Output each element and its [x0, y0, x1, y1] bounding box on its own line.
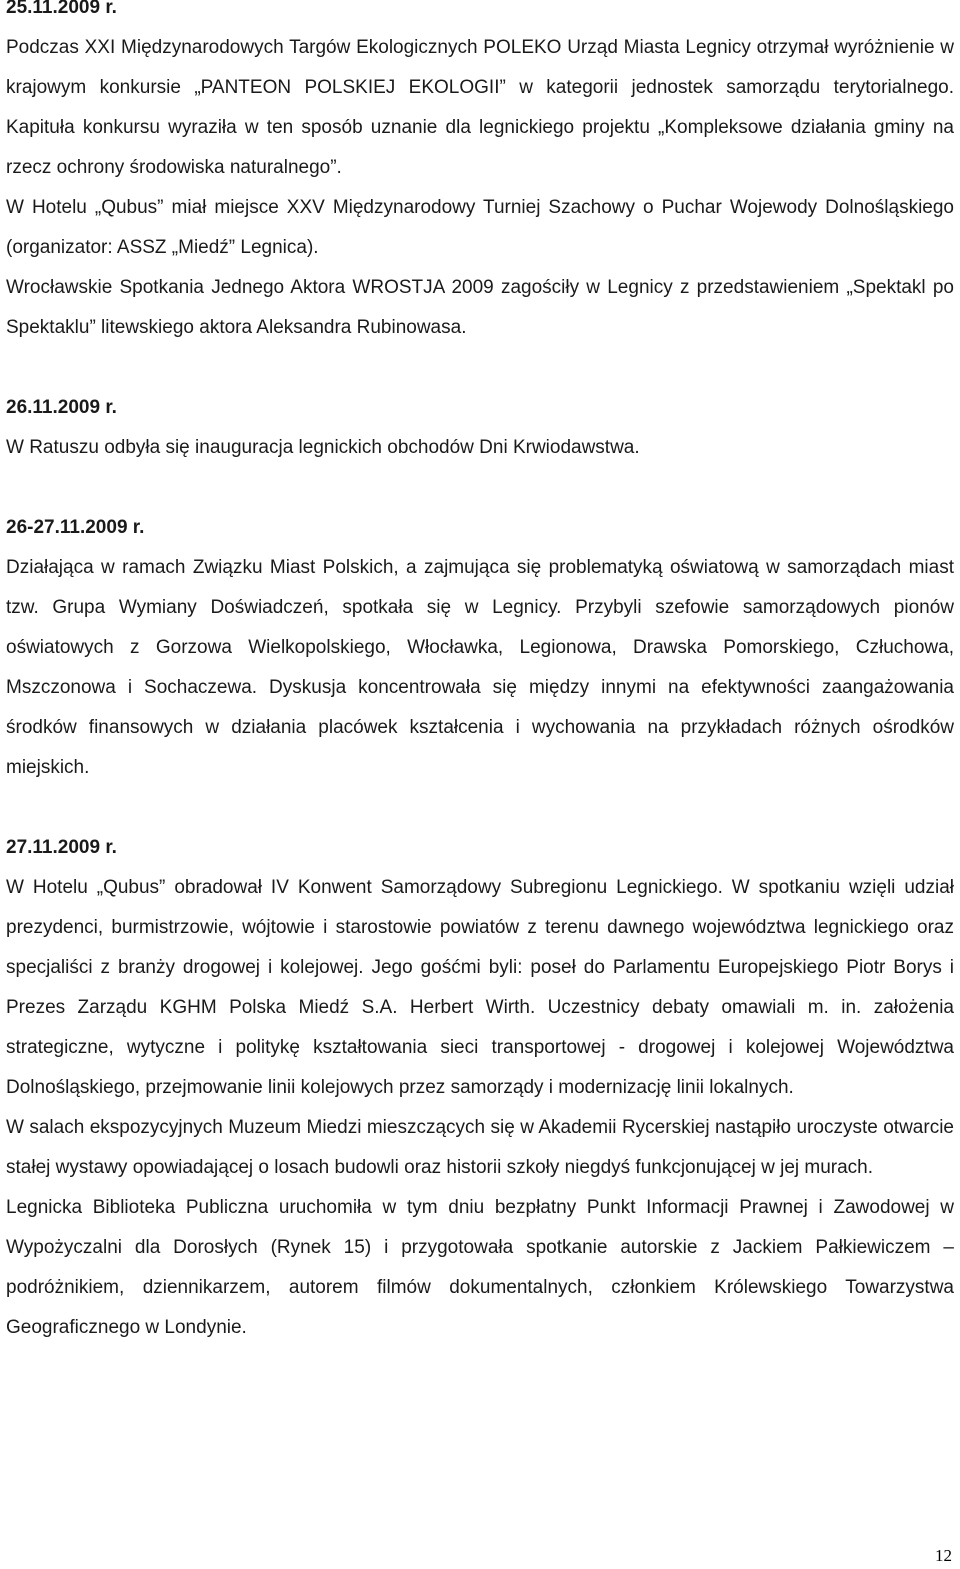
entry-date: 26-27.11.2009 r. — [6, 517, 145, 538]
entry-paragraph: Legnicka Biblioteka Publiczna uruchomiła w tym dniu bezpłatny Punkt Informacji Prawnej i Zawodowej w Wypożyczalni dla Dorosłych (Rynek 15) i przygotowała spotkanie autorskie z Jackiem Pałkiewiczem – podróżnikiem, dziennikarzem, autorem filmów dokumentalnych, członkiem Królewskiego Towarzystwa Geograficznego w Londynie. — [6, 1197, 954, 1338]
entry-paragraph: W Hotelu „Qubus” obradował IV Konwent Samorządowy Subregionu Legnickiego. W spotkaniu wzięli udział prezydenci, burmistrzowie, wójtowie i starostowie powiatów z terenu dawnego województwa legnickiego oraz specjaliści z branży drogowej i kolejowej. Jego gośćmi byli: poseł do Parlamentu Europejskiego Piotr Borys i Prezes Zarządu KGHM Polska Miedź S.A. Herbert Wirth. Uczestnicy debaty omawiali m. in. założenia strategiczne, wytyczne i politykę kształtowania sieci transportowej - drogowej i kolejowej Województwa Dolnośląskiego, przejmowanie linii kolejowych przez samorządy i modernizację linii lokalnych. — [6, 877, 954, 1098]
section-spacer — [6, 348, 954, 388]
page-number: 12 — [935, 1546, 952, 1565]
entry-date: 27.11.2009 r. — [6, 837, 117, 858]
entry-paragraph: Wrocławskie Spotkania Jednego Aktora WROSTJA 2009 zagościły w Legnicy z przedstawieniem „Spektakl po Spektaklu” litewskiego aktora Aleksandra Rubinowasa. — [6, 277, 954, 338]
entry-date: 26.11.2009 r. — [6, 397, 117, 418]
section-spacer — [6, 468, 954, 508]
entry-paragraph: W Hotelu „Qubus” miał miejsce XXV Międzynarodowy Turniej Szachowy o Puchar Wojewody Dolnośląskiego (organizator: ASSZ „Miedź” Legnica). — [6, 197, 954, 258]
entry-section — [6, 0, 954, 348]
entry-section — [6, 828, 954, 1348]
entry-date: 25.11.2009 r. — [6, 0, 117, 18]
entry-paragraph: W Ratuszu odbyła się inauguracja legnickich obchodów Dni Krwiodawstwa. — [6, 437, 640, 458]
entry-paragraph: Podczas XXI Międzynarodowych Targów Ekologicznych POLEKO Urząd Miasta Legnicy otrzymał wyróżnienie w krajowym konkursie „PANTEON POLSKIEJ EKOLOGII” w kategorii jednostek samorządu terytorialnego. Kapituła konkursu wyraziła w ten sposób uznanie dla legnickiego projektu „Kompleksowe działania gminy na rzecz ochrony środowiska naturalnego”. — [6, 37, 954, 178]
section-spacer — [6, 788, 954, 828]
entry-paragraph: W salach ekspozycyjnych Muzeum Miedzi mieszczących się w Akademii Rycerskiej nastąpiło uroczyste otwarcie stałej wystawy opowiadającej o losach budowli oraz historii szkoły niegdyś funkcjonującej w jej murach. — [6, 1117, 954, 1178]
entry-section — [6, 508, 954, 788]
entry-paragraph: Działająca w ramach Związku Miast Polskich, a zajmująca się problematyką oświatową w samorządach miast tzw. Grupa Wymiany Doświadczeń, spotkała się w Legnicy. Przybyli szefowie samorządowych pionów oświatowych z Gorzowa Wielkopolskiego, Włocławka, Legionowa, Drawska Pomorskiego, Człuchowa, Mszczonowa i Sochaczewa. Dyskusja koncentrowała się między innymi na efektywności zaangażowania środków finansowych w działania placówek kształcenia i wychowania na przykładach różnych ośrodków miejskich. — [6, 557, 954, 778]
entry-section — [6, 388, 954, 468]
